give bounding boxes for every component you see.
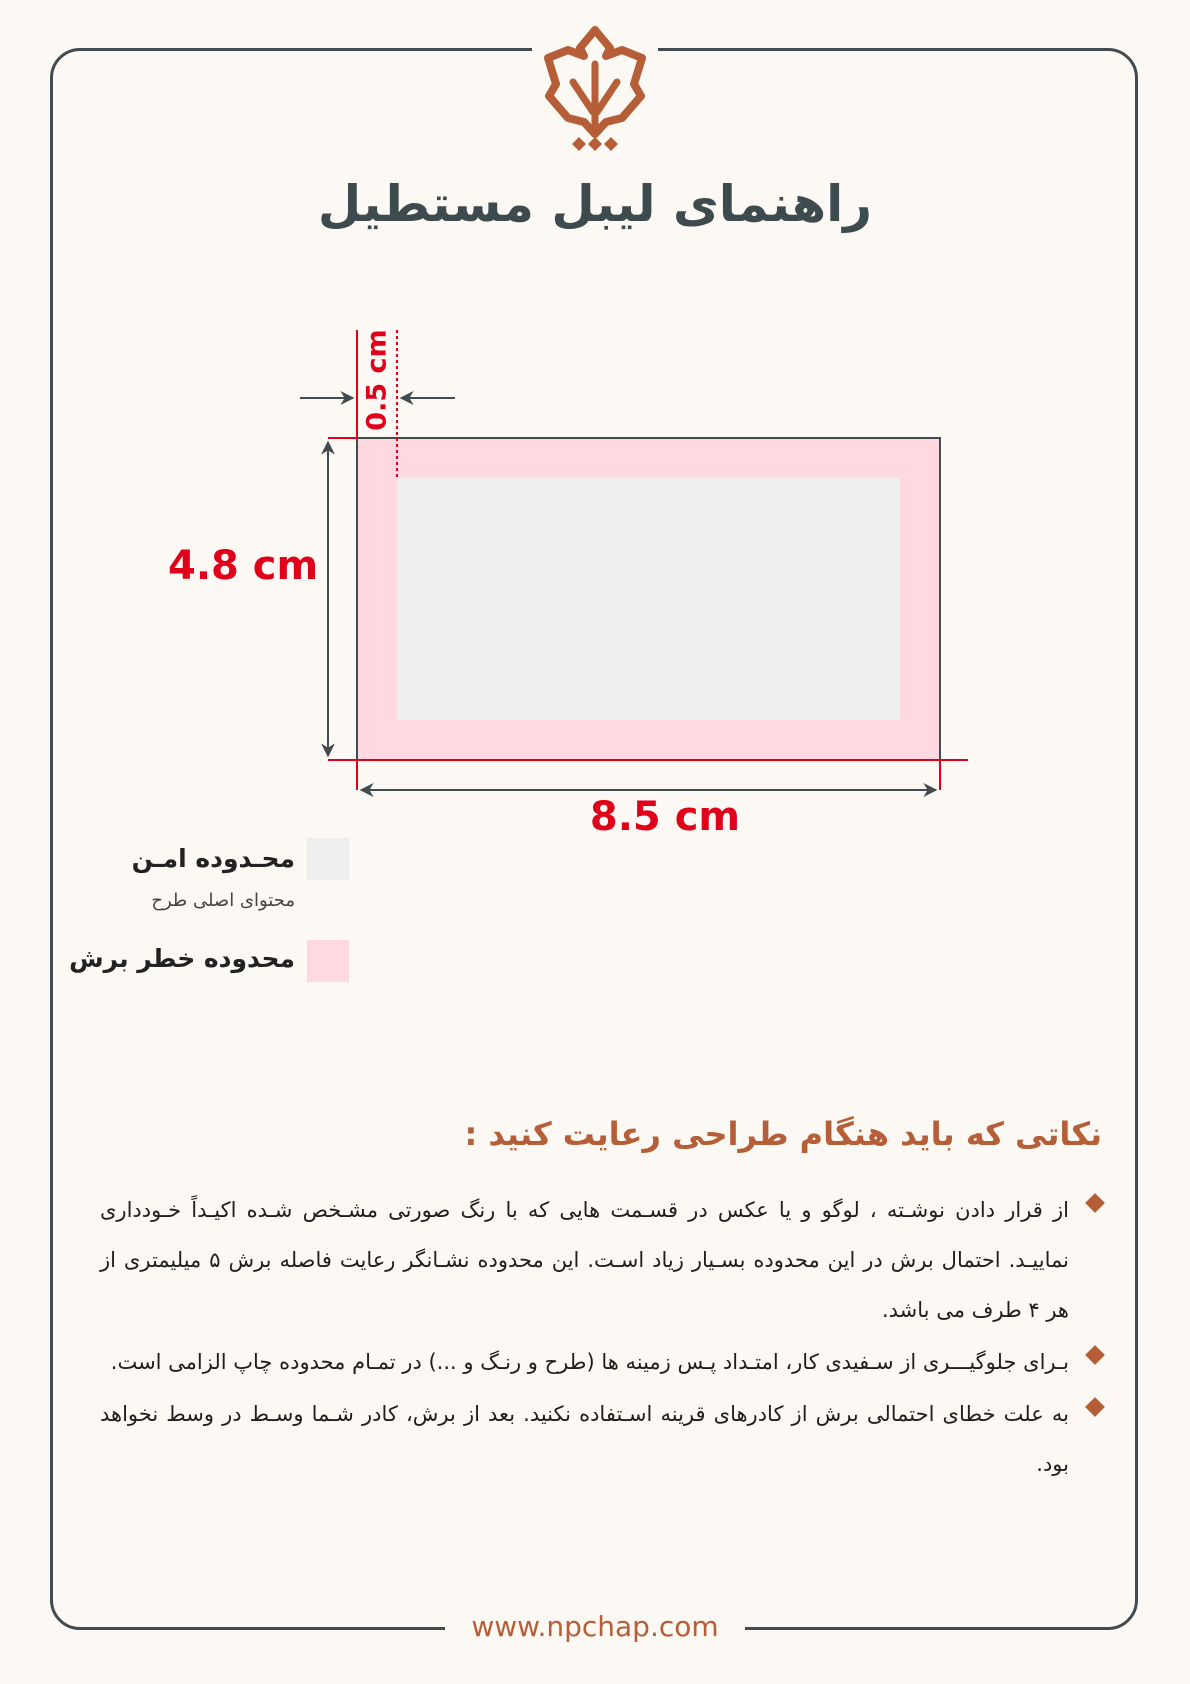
cut-area-swatch bbox=[307, 940, 349, 982]
list-item bbox=[100, 1337, 1102, 1387]
diamond-bullet-icon bbox=[1085, 1397, 1105, 1417]
width-label: 8.5 cm bbox=[589, 794, 741, 840]
notes-list bbox=[100, 1185, 1102, 1491]
list-item bbox=[100, 1389, 1102, 1489]
safe-area-sub: محتوای اصلی طرح bbox=[151, 890, 295, 911]
cut-area-label: محدوده خطر برش bbox=[69, 944, 295, 973]
note-text: بـرای جلوگیـــری از سـفیدی کار، امتـداد پـس زمینه ها (طرح و رنـگ و ...) در تمـام محدوده چاپ الزامی است. bbox=[110, 1350, 1069, 1374]
safe-area-label: محـدوده امـن bbox=[131, 844, 295, 873]
safe-zone bbox=[397, 478, 900, 720]
footer-url[interactable]: www.npchap.com bbox=[471, 1610, 719, 1643]
notes-title: نکاتی که باید هنگام طراحی رعایت کنید : bbox=[464, 1115, 1102, 1153]
note-text: از قرار دادن نوشـته ، لوگو و یا عکس در قسـمت هایی که با رنگ صورتی مشـخص شـده اکیـداً خـودداری نماییـد. احتمال برش در این محدوده بسـیار زیاد اسـت. این محدوده نشـانگر رعایت فاصله برش ۵ میلیمتری از هر ۴ طرف می باشد. bbox=[100, 1198, 1069, 1322]
page-title: راهنمای لیبل مستطیل bbox=[317, 175, 873, 233]
list-item bbox=[100, 1185, 1102, 1335]
margin-label: 0.5 cm bbox=[361, 329, 393, 431]
diamond-bullet-icon bbox=[1085, 1345, 1105, 1365]
note-text: به علت خطای احتمالی برش از کادرهای قرینه اسـتفاده نکنید. بعد از برش، کادر شـما وسـط در وسط نخواهد بود. bbox=[100, 1402, 1069, 1476]
diamond-bullet-icon bbox=[1085, 1193, 1105, 1213]
height-label: 4.8 cm bbox=[168, 543, 319, 589]
safe-area-swatch bbox=[307, 838, 349, 880]
